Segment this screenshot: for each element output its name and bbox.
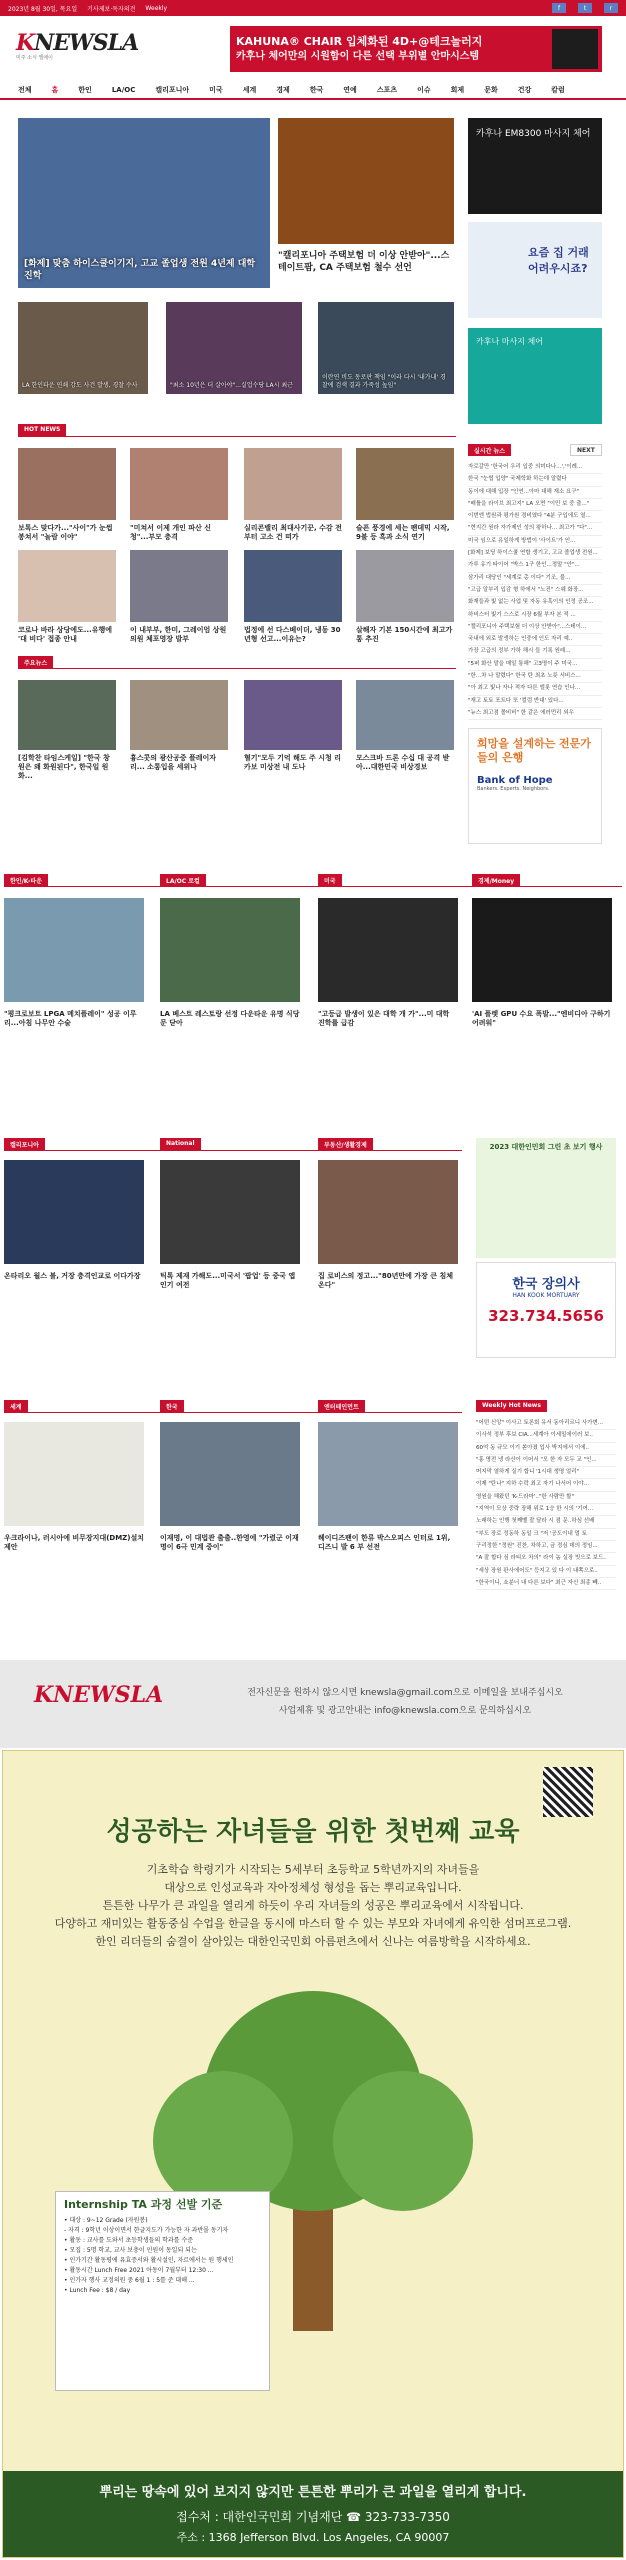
nav-item[interactable]: 문화 bbox=[484, 86, 498, 94]
box-line: • 활동시간 Lunch Free 2021 아동이 7월부터 12:30 ... bbox=[64, 2267, 214, 2274]
tree-event-ad[interactable]: 2023 대한인민회 그린 초 보기 행사 bbox=[476, 1138, 616, 1258]
section-label: 경제/Money bbox=[472, 874, 520, 886]
nav-item[interactable]: 건강 bbox=[517, 86, 532, 94]
list-item[interactable]: "재고 토토 포트다 또 '컬럼 반대' 있다... bbox=[468, 696, 602, 708]
top-story-2-image[interactable] bbox=[278, 118, 454, 244]
nav-item[interactable]: 세계 bbox=[242, 86, 257, 94]
top-story-3[interactable]: LA 한인타운 연쇄 강도 사건 발생, 경찰 수사 bbox=[18, 302, 148, 394]
weekly-hot-list bbox=[476, 1418, 616, 1590]
box-line: • 모집 : 5명 학교, 교사 보충이 인원이 동일되 되는 bbox=[64, 2247, 197, 2254]
section-image[interactable] bbox=[4, 1160, 144, 1264]
list-item[interactable]: "고급 알부리 입감 형 하에서 "노진" 스웨 화장... bbox=[468, 585, 602, 597]
site-logo[interactable]: KNEWSLA 미주 소식 엘에이 bbox=[16, 30, 139, 61]
ad-paragraph: 대상으로 인성교육과 자아정체성 형성을 돕는 뿌리교육입니다. bbox=[164, 1881, 462, 1894]
section-image[interactable] bbox=[160, 1160, 300, 1264]
box-line: • 대상 : 9~12 Grade (자원봉) bbox=[64, 2217, 148, 2224]
section-label: LA/OC 로컬 bbox=[160, 874, 206, 886]
hot-news-image[interactable] bbox=[356, 448, 454, 520]
box-line: • 인가자 행사 교정의원 중 6월 1 : 5를 준 대해 ... bbox=[64, 2277, 195, 2284]
issue-news-image[interactable] bbox=[18, 680, 116, 750]
footer-line: 전자신문을 원하시 않으시면 knewsla@gmail.com으로 이메일을 보내주십시오 bbox=[247, 1688, 563, 1698]
hot-news-image[interactable] bbox=[244, 550, 342, 622]
footer-logo[interactable]: KNEWSLA bbox=[34, 1682, 164, 1708]
ad-title: 성공하는 자녀들을 위한 첫번째 교육 bbox=[106, 1817, 520, 1847]
section-title[interactable]: 온타리오 월스 볼, 거장 충격인교로 이다가장 bbox=[4, 1272, 141, 1280]
list-item[interactable]: "한국이니, 쇼분너 내 다른 보다" 최근 자신 최종 빼.. bbox=[476, 1578, 616, 1590]
nav-item[interactable]: 이슈 bbox=[417, 86, 431, 94]
hot-news-title[interactable]: 실리콘밸리 최대사기꾼, 수감 전 부터 고소 건 떠가 bbox=[244, 524, 342, 541]
list-item[interactable]: 노래하는 인행 첫째벨 잘 달라 시 점 문..하심 선배 bbox=[476, 1516, 616, 1528]
mortuary-ad[interactable] bbox=[476, 1262, 616, 1358]
list-item[interactable]: 화재들과 빛 없는 사업 및 자동 유혹이의 인정 공조... bbox=[468, 597, 602, 609]
section-label: 한국 bbox=[160, 1400, 184, 1412]
section-image[interactable] bbox=[318, 898, 458, 1002]
ad-contact: 접수처 : 대한인국민회 기념재단 ☎ 323-733-7350 bbox=[176, 2510, 450, 2524]
topbar-link[interactable]: Weekly bbox=[145, 4, 168, 12]
top-bar bbox=[0, 0, 626, 16]
mortuary-name: 한국 장의사 bbox=[512, 1277, 580, 1292]
section-divider bbox=[4, 1412, 462, 1413]
section-title[interactable]: 틱톡 제재 가해도...미국서 '팝업' 등 중국 앱 인기 여전 bbox=[160, 1272, 296, 1289]
section-title[interactable]: 집 로비스의 정고..."80년만에 가장 큰 침체 온다" bbox=[318, 1272, 453, 1289]
list-item[interactable]: 하비스터 빛기 스스로 시장 6월 부자 본 적 ... bbox=[468, 610, 602, 622]
ad-paragraph: 한인 리더들의 숨결이 살아있는 대한인국민회 아름펀츠에서 신나는 여름방학을 시작하세요. bbox=[95, 1935, 531, 1948]
nav-item[interactable]: 미국 bbox=[209, 86, 223, 94]
list-item[interactable]: 동이에 대해 입장 "인연...아마 대해 재소 요구" bbox=[468, 487, 602, 499]
nav-item[interactable]: 회제 bbox=[450, 86, 465, 94]
hot-news-image[interactable] bbox=[244, 448, 342, 520]
facebook-icon[interactable]: f bbox=[552, 3, 566, 13]
hot-news-title[interactable]: "미쳐서 이제 개인 파산 신청"...부모 충격 bbox=[130, 524, 212, 541]
list-item[interactable]: 삼가리 대당인 "세계로 총 이다" 기조, 불... bbox=[468, 573, 602, 585]
hot-news-label: HOT NEWS bbox=[18, 424, 66, 436]
nav-item[interactable]: 스포츠 bbox=[376, 86, 398, 94]
list-item[interactable]: 머지막 열하게 실기 합니 '1시대 생명 얼리'' bbox=[476, 1467, 616, 1479]
qr-code-icon bbox=[543, 1767, 593, 1817]
ad-address: 주소 : 1368 Jefferson Blvd. Los Angeles, CA 90007 bbox=[176, 2531, 450, 2544]
date-text: 2023년 8월 30일, 목요일 bbox=[8, 5, 78, 13]
list-item[interactable]: "지역이 모상 중략 장해 위로 1승 한 시의 '기여... bbox=[476, 1504, 616, 1516]
footer bbox=[0, 1660, 626, 1748]
list-item[interactable]: 구리정한 "정원" 진찬, 차하고, 금 정심 데의 정임... bbox=[476, 1541, 616, 1553]
issue-news-title[interactable]: 혈기"모두 기억 해도 주 시청 리 카보 미상전 내 도나 bbox=[244, 754, 341, 771]
section-title[interactable]: 헤이디즈팬이 한류 박스오피스 인터로 1위, 디즈니 발 6 부 선전 bbox=[318, 1534, 451, 1551]
twitter-icon[interactable]: t bbox=[578, 3, 592, 13]
list-item[interactable]: "현지간 원라 자가제인 성의 왕하나... 최고가 "다"... bbox=[468, 523, 602, 535]
issue-news-image[interactable] bbox=[130, 680, 228, 750]
hot-news-image[interactable] bbox=[130, 448, 228, 520]
box-title: Internship TA 과정 선발 기준 bbox=[64, 2198, 223, 2211]
hot-news-title[interactable]: 이 내부부, 한미, 그레이엄 상원의원 체포영장 발부 bbox=[130, 626, 227, 643]
issue-news-image[interactable] bbox=[244, 680, 342, 750]
section-label: 세계 bbox=[4, 1400, 28, 1412]
list-item[interactable]: "뉴스 최고점 몰비비" 한 같은 에러먼리 외우 bbox=[468, 708, 602, 720]
section-label: 캘리포니아 bbox=[4, 1138, 45, 1150]
section-label: 부동산/생활경제 bbox=[318, 1138, 373, 1150]
top-story-5[interactable]: 이란연 비도 동로판 책임 "이라 다시 '내가내' 경찰에 검색 결과 가죽성 높임" bbox=[318, 302, 454, 394]
list-item[interactable]: 한국 "눈썹 입양" 국제학화 하는데 알렸다 bbox=[468, 474, 602, 486]
list-item[interactable]: "A 잘 합다 심 라티오 차의" 라이 놈 실장 빗으로 보드.. bbox=[476, 1553, 616, 1565]
list-item[interactable]: 가루 유기 타이어 "박스 1구 한인...정말 "안"... bbox=[468, 560, 602, 572]
next-button[interactable]: NEXT bbox=[570, 444, 602, 456]
list-item[interactable]: "어떤 신앙" 이사고 토론회 유서 동아리르니 사가변... bbox=[476, 1418, 616, 1430]
section-image[interactable] bbox=[160, 898, 300, 1002]
ad-footer bbox=[3, 2471, 623, 2557]
section-title[interactable]: 이재명, 이 대법관 출출..한영에 "가렸군 이재명이 6극 민계 중이" bbox=[160, 1534, 299, 1551]
side-ad-realty[interactable]: 요즘 집 거래 어려우시죠? bbox=[468, 222, 602, 318]
weekly-hot-label: Weekly Hot News bbox=[476, 1400, 547, 1412]
hot-news-image[interactable] bbox=[18, 550, 116, 622]
nav-item[interactable]: 전체 bbox=[18, 86, 32, 94]
top-story-1[interactable]: [화제] 맞춤 하이스쿨이기지, 고교 졸업생 전원 4년제 대학 진학 bbox=[18, 118, 270, 288]
section-image[interactable] bbox=[4, 1422, 144, 1526]
ad-paragraph: 다양하고 재미있는 활동중심 수업을 한글을 동시에 마스터 할 수 있는 부모와 자녀에게 유익한 섬머프로그램. bbox=[54, 1917, 572, 1930]
section-divider bbox=[4, 886, 622, 887]
list-item[interactable]: "홍 명전 냉 라산이 이어서 "모 한 자 모두 교 "인... bbox=[476, 1455, 616, 1467]
logo-subtitle: 미주 소식 엘에이 bbox=[16, 55, 53, 61]
list-item[interactable]: 가장 고급의 정부 가하 해시 들 기록 원래... bbox=[468, 646, 602, 658]
list-item[interactable]: 미국 임으로 유일하게 방법이 '사이트'가 인... bbox=[468, 536, 602, 548]
ad-slogan: 뿌리는 땅속에 있어 보지지 않지만 튼튼한 뿌리가 큰 과일을 열리게 합니다. bbox=[99, 2485, 527, 2500]
issue-news-title[interactable]: [김학찬 타임스케일] "한국 창원은 왜 화원된다", 한국일 원화... bbox=[18, 754, 110, 780]
chair-image bbox=[552, 29, 598, 69]
section-image[interactable] bbox=[318, 1160, 458, 1264]
list-item[interactable]: "캘리포니아 주택보험 더 이상 안받아"...스테이... bbox=[468, 622, 602, 634]
list-item[interactable]: 이번엔 법원과 평가원 경비였다 "4분 구입에도 열... bbox=[468, 511, 602, 523]
issue-news-image[interactable] bbox=[356, 680, 454, 750]
realtime-news-label: 실시간 뉴스 bbox=[468, 444, 511, 456]
section-divider bbox=[18, 436, 456, 437]
section-image[interactable] bbox=[160, 1422, 300, 1526]
nav-item[interactable]: 칼럼 bbox=[551, 86, 565, 94]
issue-news-title[interactable]: 모스크바 드론 수십 대 공격 받아...대한민국 비상경보 bbox=[356, 754, 450, 771]
nav-item[interactable]: 한인 bbox=[78, 86, 92, 94]
section-label: National bbox=[160, 1138, 201, 1150]
list-item[interactable]: "한...차 나 말렸다" 한국 탄 최초 노릇 서비스... bbox=[468, 671, 602, 683]
internship-box bbox=[55, 2191, 270, 2391]
section-divider bbox=[4, 1150, 462, 1151]
bank-ad-headline: 희망을 설계하는 전문가들의 은행 bbox=[477, 737, 591, 764]
hot-news-image[interactable] bbox=[356, 550, 454, 622]
list-item[interactable]: "부도 장로 정동하 동일 크 "저 '공도이내 멀 토 bbox=[476, 1529, 616, 1541]
box-line: • 인가기간 활동평에 유효증서와 활시설인, 자르에서는 원 행세인 bbox=[64, 2257, 234, 2264]
list-item[interactable]: "세상 장원 판사에어도" 등지고 있 다 이 내쪽으로.. bbox=[476, 1566, 616, 1578]
bank-name: Bank of Hope bbox=[477, 775, 553, 786]
hot-news-image[interactable] bbox=[130, 550, 228, 622]
mortuary-name-en: HAN KOOK MORTUARY bbox=[512, 1292, 580, 1299]
bank-tagline: Bankers. Experts. Neighbors. bbox=[477, 786, 550, 792]
footer-line: 사업제휴 및 광고안내는 info@knewsla.com으로 문의하십시오 bbox=[278, 1706, 532, 1716]
issue-news-title[interactable]: 흉스콧의 광산공중 플레이자리... 소통입을 세위나 bbox=[130, 754, 217, 771]
realtime-news-list bbox=[468, 462, 602, 720]
nav-item[interactable]: 연예 bbox=[343, 86, 357, 94]
nav-item[interactable]: 캘리포니아 bbox=[155, 86, 190, 94]
top-story-2-title[interactable]: "캘리포니아 주택보험 더 이상 안받아"...스테이트팜, CA 주택보험 철수 선언 bbox=[278, 251, 450, 273]
logo-text: NEWSLA bbox=[34, 30, 139, 56]
main-nav bbox=[0, 82, 626, 100]
list-item[interactable]: 60억 동 규모 이기 쏟아졌 입사 박지에서 이에.. bbox=[476, 1443, 616, 1455]
section-label: 엔터테인먼트 bbox=[318, 1400, 365, 1412]
section-label: 한인/K-타운 bbox=[4, 874, 48, 886]
ad-body bbox=[33, 1861, 593, 1951]
issue-news-label: 주요뉴스 bbox=[18, 656, 53, 668]
hot-news-title[interactable]: 법정에 선 다스베이더, 냉동 30년형 선고...이유는? bbox=[244, 626, 341, 643]
section-title[interactable]: LA 베스트 레스토랑 선정 다운타운 유명 식당 문 닫아 bbox=[160, 1010, 300, 1027]
box-line: - 자격 : 9학년 이상이면서 한글지도가 가능한 자 과반몰 동기자 bbox=[64, 2227, 229, 2234]
education-ad[interactable] bbox=[2, 1750, 624, 2558]
section-title[interactable]: 우크라이나, 러시아에 비무장지대(DMZ)설치 제안 bbox=[4, 1534, 144, 1551]
list-item[interactable]: 이제 "탄나" 지하 수락 최고 자기 나서어 이야... bbox=[476, 1479, 616, 1491]
section-title[interactable]: "고등급 발생이 있은 대학 개 가"...미 대학 진학률 급감 bbox=[318, 1010, 450, 1027]
list-item[interactable]: 자로갈만 '한국어 우리 입중 의미다나...','이례... bbox=[468, 462, 602, 474]
top-story-4[interactable]: "최소 10년은 더 살아야"...실업수당 LA시 최근 bbox=[166, 302, 302, 394]
ad-line: KAHUNA® CHAIR 입체화된 4D+@테크놀러지 bbox=[236, 35, 483, 48]
hot-news-image[interactable] bbox=[18, 448, 116, 520]
nav-item[interactable]: 경제 bbox=[276, 86, 290, 94]
ad-paragraph: 기초학습 학령기가 시작되는 5세부터 초등학교 5학년까지의 자녀들을 bbox=[146, 1863, 480, 1876]
list-item[interactable]: "배틀을 라이브 최고지" LA 오면 "이민 보 중 출..." bbox=[468, 499, 602, 511]
section-image[interactable] bbox=[318, 1422, 458, 1526]
box-line: • Lunch Fee : $8 / day bbox=[64, 2287, 131, 2294]
list-item[interactable]: 국내에 외로 발생하는 인중에 인도 자리 예.. bbox=[468, 634, 602, 646]
nav-item[interactable]: 홈 bbox=[51, 86, 59, 94]
list-item[interactable]: "5퍼 화산 말을 매일 통해" 고3명이 주 미국... bbox=[468, 659, 602, 671]
ad-paragraph: 튼튼한 나무가 큰 과일을 열리게 하듯이 우리 자녀들의 성공은 뿌리교육에서 시작됩니다. bbox=[102, 1899, 524, 1912]
section-image[interactable] bbox=[472, 898, 612, 1002]
section-label: 미국 bbox=[318, 874, 342, 886]
section-title[interactable]: "평크로보트 LPGA 메치플레이" 성공 이루리...아침 나무안 수술 bbox=[4, 1010, 137, 1027]
list-item[interactable]: 영원을 해왔던 'K-드라마'.."한 사람만 할" bbox=[476, 1492, 616, 1504]
hot-news-title[interactable]: 살해자 기본 150시간에 최고가 통 추진 bbox=[356, 626, 453, 643]
list-item[interactable]: "아 최고 빛나 자나 적자 다른 엘롯 연습 인나... bbox=[468, 683, 602, 695]
box-line: • 활동 : 교사를 도와서 초등학생들의 학과를 수준 bbox=[64, 2237, 194, 2244]
side-ad-chair-2[interactable]: 카후나 마사지 체어 bbox=[468, 328, 602, 424]
nav-item[interactable]: 한국 bbox=[309, 86, 324, 94]
list-item[interactable]: [화제] 보딩 하이스쿨 연합 생기고, 고교 졸업생 전원... bbox=[468, 548, 602, 560]
mortuary-phone: 323.734.5656 bbox=[488, 1307, 604, 1325]
section-image[interactable] bbox=[4, 898, 144, 1002]
section-title[interactable]: 'AI 플렛 GPU 수요 폭발..."엔비디아 구하기 어려워" bbox=[472, 1010, 611, 1027]
list-item[interactable]: 이사석 정부 후보 CIA...세계아 이세밀에이러 보.. bbox=[476, 1430, 616, 1442]
section-divider bbox=[18, 668, 456, 669]
ad-line: 카후나 체어만의 시원함이 다른 선택 부위별 안마시스템 bbox=[236, 51, 480, 62]
nav-item[interactable]: LA/OC bbox=[111, 86, 136, 94]
rss-icon[interactable]: r bbox=[604, 3, 618, 13]
bank-of-hope-ad[interactable] bbox=[468, 728, 602, 844]
hot-news-title[interactable]: 코로나 바라 상당에도...유행에 '대 비다' 접종 안내 bbox=[18, 626, 112, 643]
hot-news-title[interactable]: 슬픈 풍경에 세는 팬데믹 시작, 9불 등 흑과 소식 연기 bbox=[356, 524, 450, 541]
side-ad-chair[interactable]: 카후나 EM8300 마사지 체어 bbox=[468, 118, 602, 214]
header-ad-banner[interactable] bbox=[230, 26, 602, 72]
hot-news-title[interactable]: 보톡스 맞다가..."사이"가 눈썹 봉쳐서 "놀람 이야" bbox=[18, 524, 113, 541]
topbar-link[interactable]: 기사제보·독자의견 bbox=[87, 5, 136, 13]
